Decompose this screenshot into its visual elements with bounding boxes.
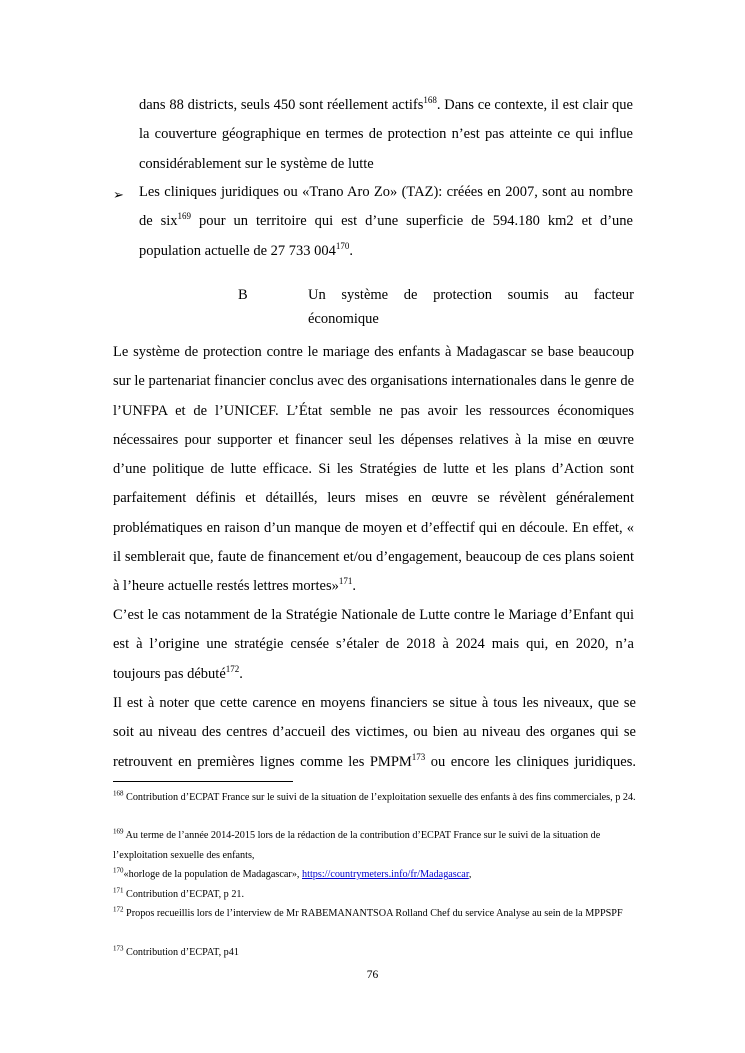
footnote-ref-173[interactable]: 173 xyxy=(411,751,426,762)
paragraph-cliniques: Les cliniques juridiques ou «Trano Aro Zo» (TAZ): créées en 2007, sont au nombre de six$^{169}$ pour un territoire qui est d’une superficie de 594.180 km2 et d’une population actuelle de 27 733 $004^{170}$. xyxy=(139,184,633,259)
footnote-168: $^{168}$ Contribution d’ECPAT France sur le suivi de la situation de l’exploitation sexuelle des enfants à des fins commerciales, p 24. xyxy=(113,789,636,803)
paragraph-districts: dans 88 districts, seuls 450 sont réellement actifs$^{168}$. Dans ce contexte, il est clair que la couverture géographique en termes de protection n’est pas atteinte ce qui influe considérablement sur le système de lutte xyxy=(139,95,633,172)
footnote-169: $^{169}$ Au terme de l’année 2014-2015 lors de la rédaction de la contribution d’ECPAT France sur le suivi de la situation de l’exploitation sexuelle des enfants, xyxy=(113,827,601,861)
countrymeters-link[interactable]: https://countrymeters.info/fr/Madagascar xyxy=(302,869,469,880)
footnote-ref-170[interactable]: 170 xyxy=(335,240,350,251)
footnote-ref-168[interactable]: 168 xyxy=(423,95,437,106)
paragraph-strategie-nationale: C’est le cas notamment de la Stratégie Nationale de Lutte contre le Mariage d’Enfant qui est à l’origine une stratégie censée s’étaler de 2018 à 2024 mais qui, en 2020, n’a toujours pas débuté$^{172}$. xyxy=(113,607,634,682)
footnote-171: $^{171}$ Contribution d’ECPAT, p 21. xyxy=(113,886,245,900)
footnote-172: $^{172}$ Propos recueillis lors de l’interview de Mr RABEMANANTSOA Rolland Chef du service Analyse au sein de la MPPSPF xyxy=(113,905,623,919)
footnote-ref-171[interactable]: 171 xyxy=(338,576,353,587)
paragraph-systeme-protection: Le système de protection contre le mariage des enfants à Madagascar se base beaucoup sur le partenariat financier conclus avec des organisations internationales dans le genre de l’UNFPA et de l’UNICEF. L’État semble ne pas avoir les ressources économiques nécessaires pour supporter et financer seul les dépenses relatives à la mise en œuvre d’une politique de lutte efficace. Si les Stratégies de lutte et les plans d’Action sont parfaitement définis et détaillés, leurs mises en œuvre se révèlent généralement problématiques en raison d’un manque de moyen et d’effectif qui en découle. En effet, « il semblerait que, faute de financement et/ou d’engagement, beaucoup de ces plans soient à l’heure actuelle restés lettres mortes»$^{171}$. xyxy=(113,344,634,595)
footnote-170: $^{170}$«horloge de la population de Madagascar», https://countrymeters.info/fr/Madagascar, xyxy=(113,866,472,880)
paragraph-carence-moyens: Il est à noter que cette carence en moyens financiers se situe à tous les niveaux, que se soit au niveau des centres d’accueil des victimes, ou bien au niveau des organes qui se retrouvent en premières lignes comme les PMPM$^{173}$ ou encore les cliniques juridiques. xyxy=(113,695,636,770)
bullet-arrow-icon: ➢ xyxy=(113,188,124,203)
section-letter: B xyxy=(238,287,248,303)
section-title: Un système de protection soumis au facteur économique xyxy=(308,287,634,327)
footnote-separator xyxy=(113,781,293,782)
footnote-173: $^{173}$ Contribution d’ECPAT, p41 xyxy=(113,944,239,958)
page-number: 76 xyxy=(366,969,379,981)
footnote-ref-172[interactable]: 172 xyxy=(225,663,240,674)
footnote-ref-169[interactable]: 169 xyxy=(177,211,192,222)
